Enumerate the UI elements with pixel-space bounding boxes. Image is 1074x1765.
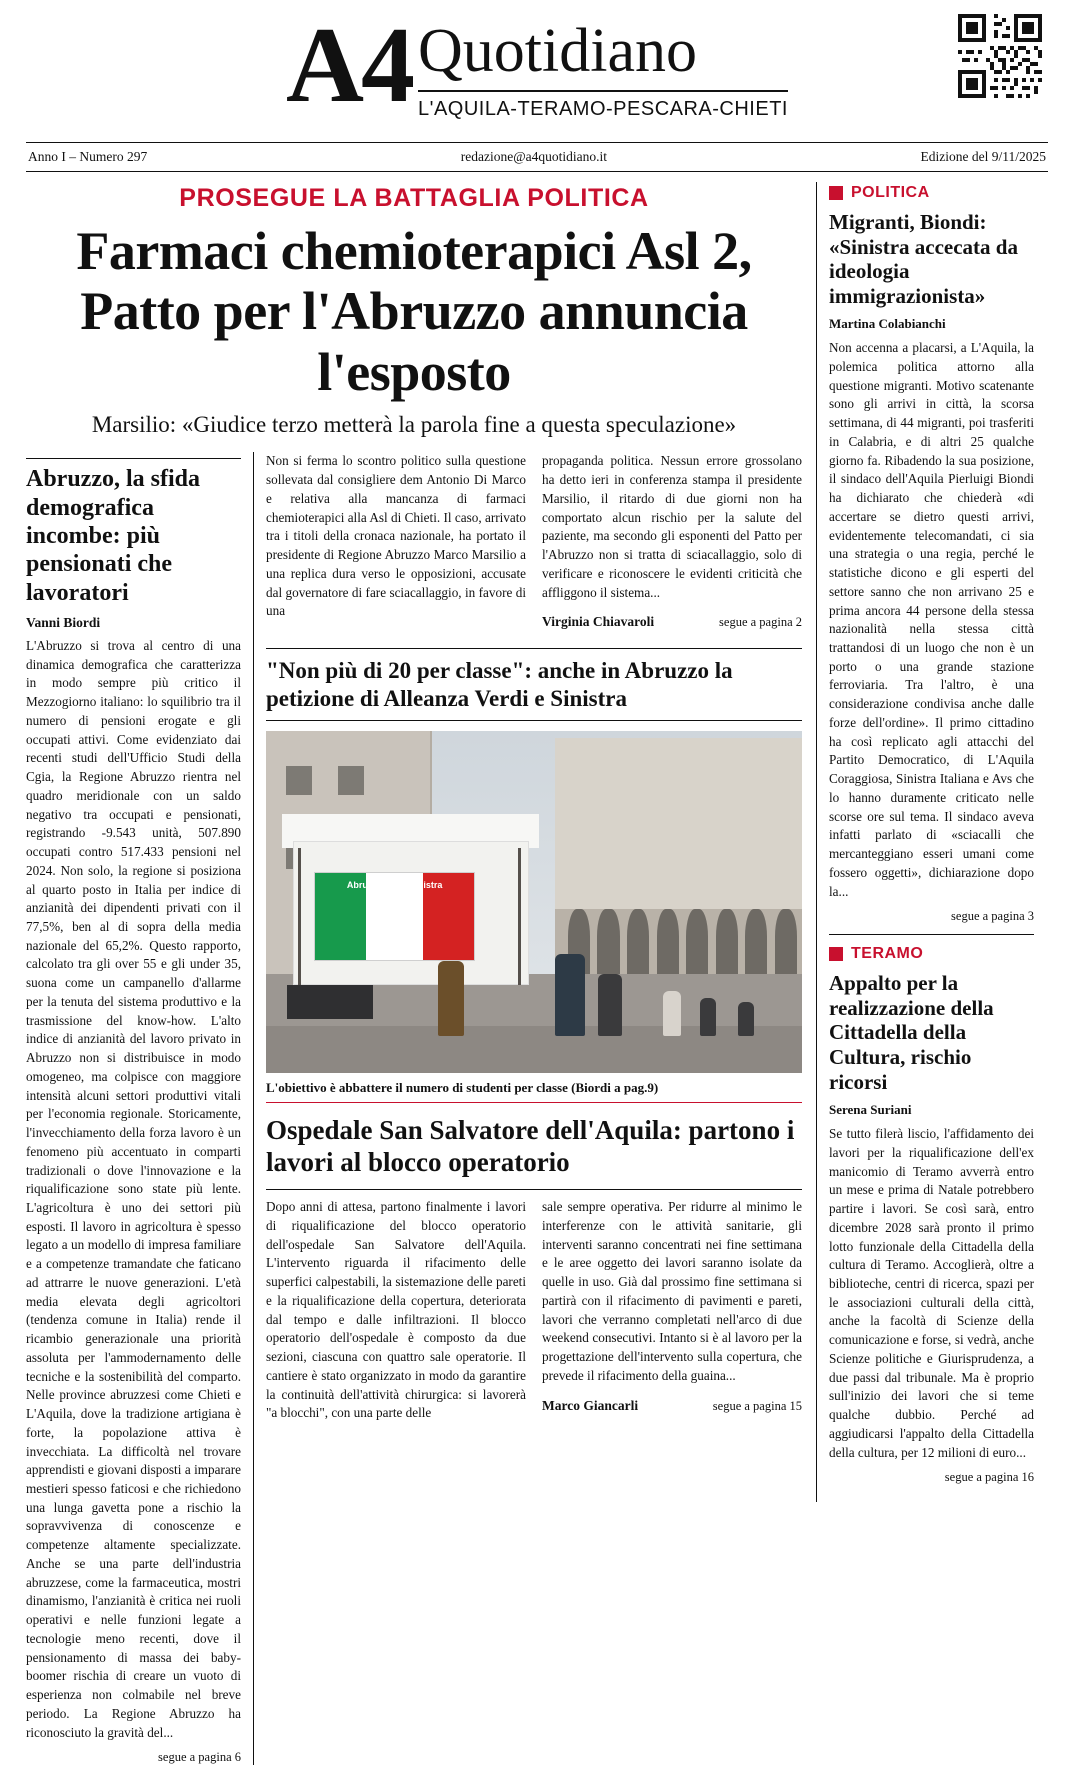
main-section [26, 182, 816, 1765]
second-story-headline[interactable]: "Non più di 20 per classe": anche in Abruzzo la petizione di Alleanza Verdi e Sinistra [266, 658, 733, 711]
section-marker-icon [829, 186, 843, 200]
masthead [26, 0, 1048, 132]
sidebar-rule-top [26, 458, 241, 459]
info-bar [26, 142, 1048, 172]
third-story-continuation[interactable]: segue a pagina 15 [712, 1398, 802, 1413]
right-rail [829, 182, 1034, 1502]
rail-item-teramo [829, 945, 1034, 1485]
third-story-paragraph-1: Dopo anni di attesa, partono finalmente i lavori di riqualificazione del blocco operatorio dell'ospedale San Salvatore dell'Aquila. L'intervento riguarda il rifacimento delle superfici calpestabili, la sistemazione delle pareti e la riqualificazione della copertura, deteriorata dal tempo e dalle infiltrazioni. Il blocco operatorio dell'ospedale è composto da due sezioni, ciascuna con quattro sale operatorie. Il cantiere è stato organizzato in modo da garantire la continuità dell'attività chirurgica: si lavorerà "a blocchi", con una parte delle [266, 1199, 526, 1421]
lead-headline[interactable]: Farmaci chemioterapici Asl 2, Patto per l'Abruzzo annuncia l'esposto [76, 221, 752, 402]
rail-label-text: POLITICA [851, 184, 930, 201]
second-story-photo-wrap [266, 731, 802, 1103]
rail-label-text: TERAMO [851, 945, 924, 963]
rail-separator [829, 934, 1034, 935]
vertical-divider [816, 182, 817, 1502]
lead-subheadline: Marsilio: «Giudice terzo metterà la parola fine a questa speculazione» [91, 412, 737, 438]
rail-headline-politica[interactable]: Migranti, Biondi: «Sinistra accecata da ideologia immigrazionista» [829, 210, 1018, 308]
second-story-caption: L'obiettivo è abbattere il numero di studenti per classe (Biordi a pag.9) [266, 1073, 802, 1103]
third-story-col-2 [542, 1198, 802, 1431]
second-story-photo [266, 731, 802, 1073]
photo-banner-text: Abruzzo Verdi Sinistra [346, 879, 443, 890]
rail-label-politica [829, 184, 1034, 202]
logo [286, 6, 788, 125]
rail-byline-politica: Martina Colabianchi [829, 316, 946, 332]
lead-continuation[interactable]: segue a pagina 2 [719, 615, 802, 630]
sidebar-story-headline[interactable]: Abruzzo, la sfida demografica incombe: più pensionati che lavoratori [26, 466, 200, 606]
rail-label-teramo [829, 945, 1034, 963]
logo-title: Quotidiano [418, 17, 697, 85]
lead-body-col-2 [542, 452, 802, 636]
qr-code-icon [958, 14, 1042, 98]
lead-paragraph-2: propaganda politica. Nessun errore grossolano ha detto ieri in conferenza stampa il presidente Marsilio, il ritardo di due giorni non ha comportato alcun rischio per la salute del paziente, ma secondo gli esponenti del Patto per l'Abruzzo non si tratta di sciacallaggio, solo di verificare e riconoscere le evidenti criticità che affliggono il sistema... [542, 453, 802, 600]
rail-headline-teramo[interactable]: Appalto per la realizzazione della Cittadella della Cultura, rischio ricorsi [829, 971, 994, 1094]
third-story-rule [266, 1189, 802, 1190]
edition-date: Edizione del 9/11/2025 [920, 149, 1046, 164]
content-area [26, 182, 1048, 1765]
third-story-body-columns [266, 1198, 802, 1431]
contact-email[interactable]: redazione@a4quotidiano.it [460, 149, 607, 164]
sidebar-story-continuation[interactable]: segue a pagina 6 [158, 1750, 241, 1765]
lead-kicker: PROSEGUE LA BATTAGLIA POLITICA [179, 184, 649, 212]
third-story-col-1 [266, 1198, 526, 1431]
second-story-header [266, 648, 802, 721]
rail-continuation-teramo[interactable]: segue a pagina 16 [944, 1470, 1034, 1485]
third-story-headline[interactable]: Ospedale San Salvatore dell'Aquila: partono i lavori al blocco operatorio [266, 1115, 795, 1178]
lead-byline: Virginia Chiavaroli [542, 614, 655, 630]
rail-byline-teramo: Serena Suriani [829, 1102, 912, 1118]
rail-body-teramo: Se tutto filerà liscio, l'affidamento dei lavori per la riqualificazione dell'ex manicomio di Teramo avverrà entro un mese e prima di Natale potrebbero partire i lavori. Se così sarà, entro dicembre 2028 sarà pronto il primo lotto funzionale della Cittadella della cultura di Teramo. Accoglierà, oltre a biblioteche, centri di ricerca, spazi per le associazioni culturali della città, anche la facoltà di Scienze della comunicazione e forse, si vedrà, anche Scienze politiche e Giurisprudenza, a due passi dal tribunale. Ma è proprio sull'inizio dei lavori che si teme qualche dubbio. Perché ad aggiudicarsi l'appalto della Cittadella della cultura, per 12 milioni di euro... [829, 1126, 1034, 1460]
lead-body-col-1 [266, 452, 526, 636]
sidebar-story-byline: Vanni Biordi [26, 614, 101, 630]
rail-item-politica [829, 184, 1034, 924]
main-articles [266, 452, 802, 1765]
logo-subtitle: L'AQUILA-TERAMO-PESCARA-CHIETI [418, 98, 788, 120]
section-marker-icon [829, 947, 843, 961]
logo-rule [418, 90, 788, 92]
lead-paragraph-1: Non si ferma lo scontro politico sulla questione sollevata dal consigliere dem Antonio Di Marco e relativa alla mancanza di farmaci chemioterapici alla Asl di Chieti. Il caso, arrivato tra i titoli della cronaca nazionale, ha portato il presidente di Regione Abruzzo Marco Marsilio a una replica dura verso le opposizioni, accusate dal governatore di fare sciacallaggio, in favore di una [266, 453, 526, 619]
logo-a4: A4 [286, 6, 412, 125]
third-story-byline: Marco Giancarli [542, 1397, 639, 1413]
third-story-paragraph-2: sale sempre operativa. Per ridurre al minimo le interferenze con le attività sanitarie, gli interventi saranno concentrati nei fine settimana e le aree oggetto dei lavori saranno isolate da quelle in uso. Già dal prossimo fine settimana si partirà con il rifacimento di pavimenti e pareti, lavori che verranno completati nell'arco di due weekend consecutivi. Intanto si è al lavoro per la progettazione dell'intervento sulla copertura, che prevede il rifacimento della guaina... [542, 1199, 802, 1383]
sidebar-story [26, 452, 254, 1765]
sidebar-story-body: L'Abruzzo si trova al centro di una dinamica demografica che caratterizza in modo sempre più critico il Mezzogiorno italiano: lo squilibrio tra il numero di pensioni erogate e gli occupati attivi. Come evidenziato dai recenti studi dell'Ufficio Studi della Cgia, la Regione Abruzzo rientra nel quadro meridionale con un saldo negativo tra occupati e pensionati, registrando -9.543 unità, 507.890 occupati contro 517.433 pensioni nel 2024. Non solo, la regione si posiziona al quarto posto in Italia per indice di anzianità dei dipendenti privati con il 77,5%, ben al di sopra della media nazionale del 65,2%. Questo rapporto, calcolato tra gli over 55 e gli under 35, suona come un campanello d'allarme per la tenuta del sistema produttivo e la trasmissione del know-how. L'alto indice di anzianità del lavoro privato in Abruzzo non si distribuisce in modo omogeneo, ma colpisce con maggiore intensità alcuni settori produttivi vitali per l'economia regionale. Storicamente, l'invecchiamento della forza lavoro è un fenomeno più accentuato in comparti tradizionali o dove l'innovazione e la riqualificazione sono state più lente. L'agricoltura è uno dei settori più esposti. Il lavoro in agricoltura è spesso legato a un modello di impresa familiare e a competenze tramandate che faticano ad attrarre le nuove generazioni. L'età media elevata degli agricoltori (tendenza comune in Italia) rende il ricambio generazionale una priorità assoluta per l'ammodernamento delle tecniche e la sostenibilità del comparto. Nelle province abruzzesi come Chieti e L'Aquila, dove la tradizione artigiana è forte, la popolazione attiva è invecchiata. La difficoltà nel trovare apprendisti e giovani disposti a imparare mestieri spesso faticosi e che richiedono una lunga gavetta pone a rischio la sopravvivenza di conoscenze e competenze altamente specializzate. Anche se una parte dell'industria abruzzese, come la farmaceutica, mostri dinamismo, l'anzianità è critica nei ruoli operativi e nelle funzioni legate a tecnologie meno recenti, dove il pensionamento di massa dei baby-boomer rischia di creare un vuoto di esperienza non colmabile nel breve periodo. La Regione Abruzzo ha riconosciuto la gravità del... [26, 637, 241, 1740]
lead-body-columns [266, 452, 802, 636]
rail-continuation-politica[interactable]: segue a pagina 3 [951, 909, 1034, 924]
issue-number: Anno I – Numero 297 [28, 149, 148, 164]
rail-body-politica: Non accenna a placarsi, a L'Aquila, la polemica politica attorno alla questione migranti. Motivo scatenante sono gli arrivi in città, la scorsa settimana, di 44 migranti, poi trasferiti in Calabria, e di altri 25 qualche giorno fa. Ribadendo la sua posizione, il sindaco dell'Aquila Pierluigi Biondi ha dichiarato che chiederà «di accertare se dietro questi arrivi, evidentemente telecomandati, ci sia una strategia o una regia, perché le statistiche dicono e gli esperti del settore sanno che non arrivano 25 e prima ancora 44 persone della stessa nazionalità nella stessa città trattandosi di un luogo che non è un porto o una grande stazione ferroviaria. Tra l'altro, è una considerazione condivisa anche dalle forze dell'ordine». Il primo cittadino ha così replicato agli attacchi del Partito Democratico, di L'Aquila Coraggiosa, Sinistra Italiana e Avs che lo hanno duramente criticato nelle scorse ore sul tema. Il sindaco aveva infatti parlato di «sciacalli che mercanteggiano esseri umani come fossero oggetti», dichiarazione dopo la... [829, 340, 1034, 899]
lead-and-sidebar [26, 452, 802, 1765]
